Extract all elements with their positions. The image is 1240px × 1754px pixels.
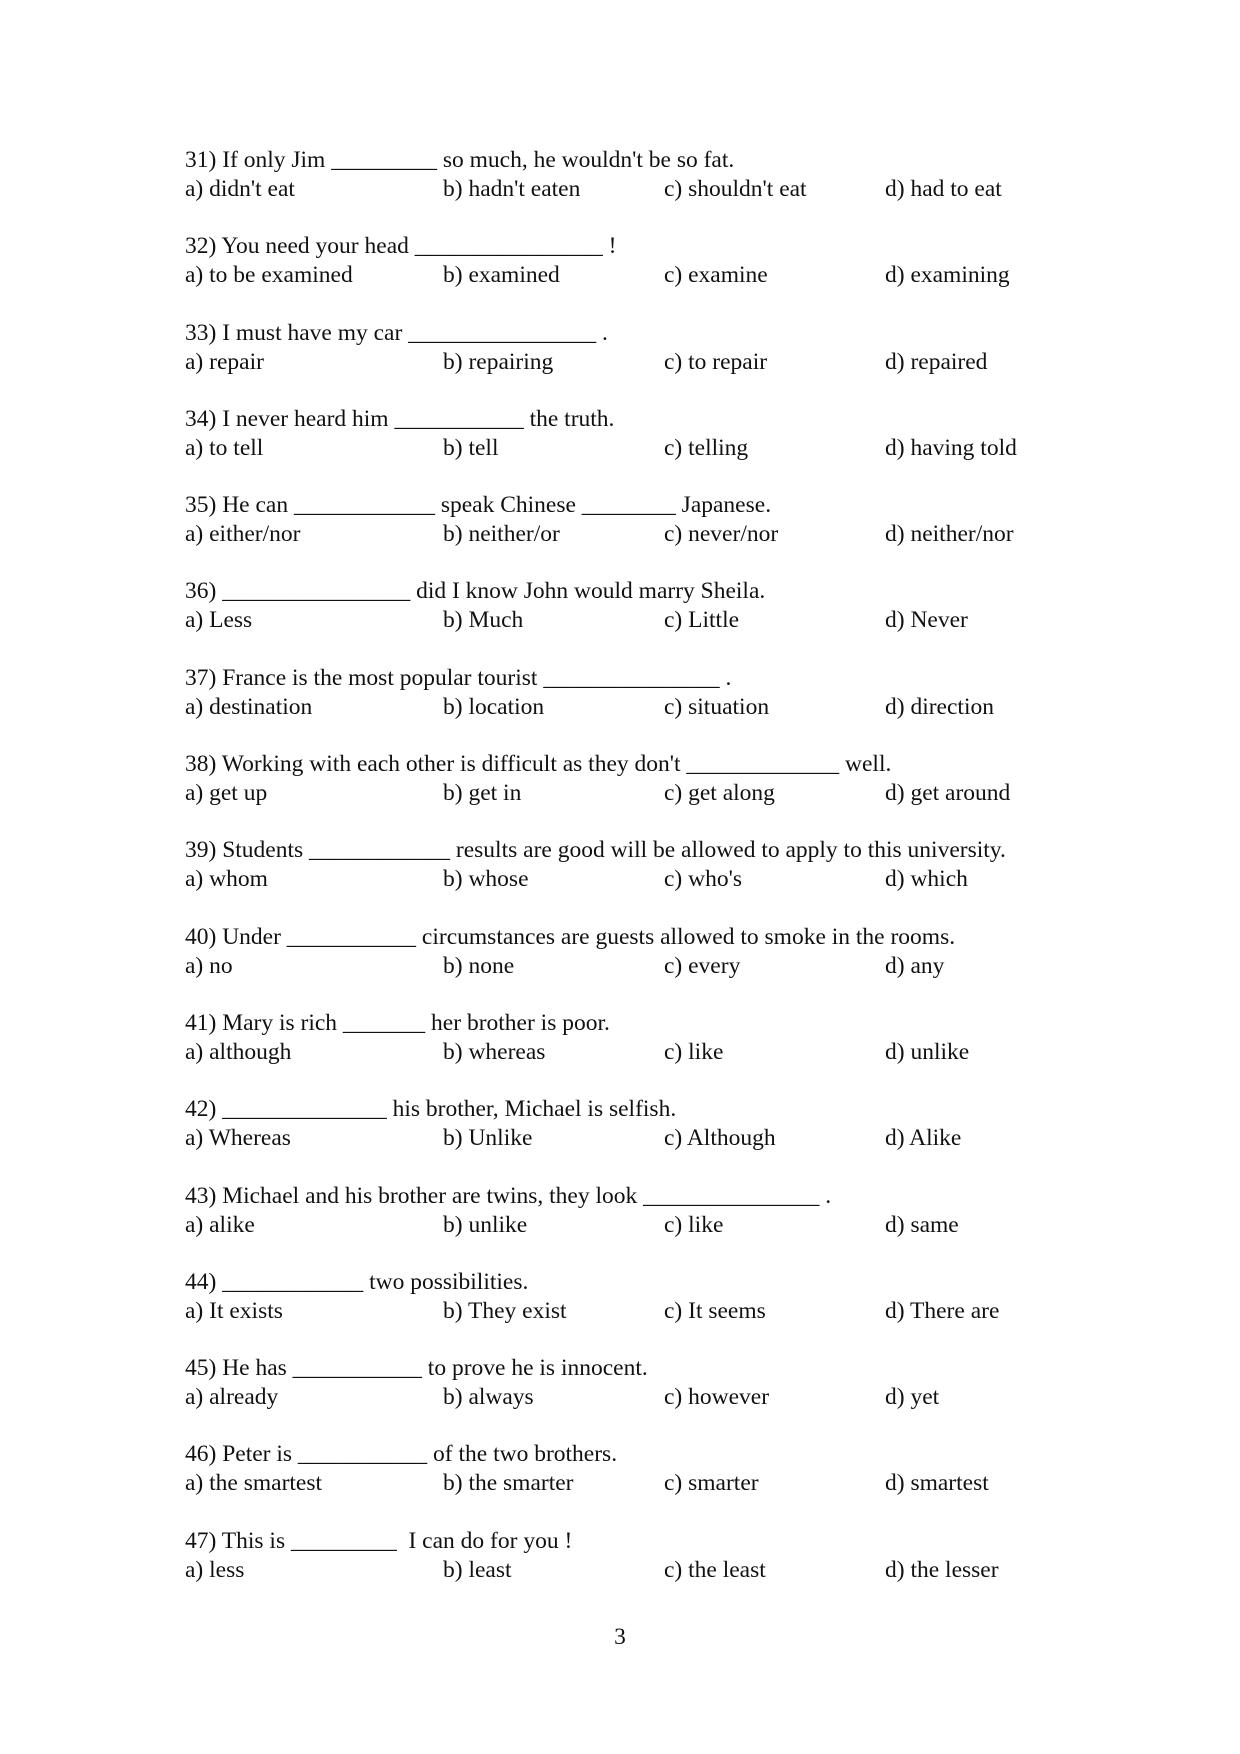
option-a: a) less [185,1556,245,1583]
option-d: d) smartest [885,1470,989,1497]
option-c: c) smarter [664,1470,759,1497]
question-block [185,405,1085,491]
option-d: d) direction [885,693,994,720]
option-a: a) didn't eat [185,176,295,202]
answer-options [185,779,1085,808]
answer-options [185,1211,1085,1240]
option-a: a) destination [185,693,313,720]
option-d: d) the lesser [885,1556,999,1583]
option-b: b) They exist [443,1297,567,1324]
option-b: b) whereas [443,1038,546,1065]
question-block [185,1182,1085,1268]
question-block [185,232,1085,318]
option-c: c) situation [664,693,770,720]
answer-options [185,693,1085,722]
option-c: c) get along [664,780,775,807]
option-b: b) Much [443,607,524,634]
option-a: a) Whereas [185,1125,291,1152]
question-block [185,1268,1085,1354]
question-text: 38) Working with each other is difficult as they don't _____________ well. [185,751,892,778]
question-block [185,923,1085,1009]
option-b: b) Unlike [443,1125,533,1152]
option-d: d) had to eat [885,176,1002,202]
question-block [185,146,1085,232]
option-b: b) tell [443,434,499,461]
option-b: b) neither/or [443,521,560,548]
option-c: c) to repair [664,348,768,375]
option-d: d) Never [885,607,968,634]
option-a: a) get up [185,780,268,807]
option-d: d) unlike [885,1038,970,1065]
option-b: b) examined [443,262,560,289]
option-c: c) telling [664,434,749,461]
answer-options [185,261,1085,290]
option-d: d) having told [885,434,1017,461]
question-list [185,146,1085,1613]
option-c: c) every [664,952,741,979]
answer-options [185,1038,1085,1067]
option-a: a) the smartest [185,1470,323,1497]
option-b: b) least [443,1556,512,1583]
question-text: 32) You need your head ________________ ! [185,233,617,260]
option-c: c) like [664,1211,724,1238]
answer-options [185,348,1085,377]
question-block [185,491,1085,577]
page-number: 3 [614,1624,626,1650]
answer-options [185,952,1085,981]
option-b: b) get in [443,780,522,807]
option-a: a) already [185,1384,279,1411]
question-block [185,836,1085,922]
question-text: 37) France is the most popular tourist _______________ . [185,664,732,691]
question-text: 41) Mary is rich _______ her brother is poor. [185,1009,610,1036]
question-block [185,577,1085,663]
option-a: a) to be examined [185,262,353,289]
answer-options [185,606,1085,635]
option-c: c) Little [664,607,740,634]
option-c: c) never/nor [664,521,779,548]
option-c: c) like [664,1038,724,1065]
option-d: d) neither/nor [885,521,1014,548]
option-c: c) Although [664,1125,776,1152]
option-a: a) whom [185,866,268,893]
option-b: b) whose [443,866,529,893]
option-a: a) no [185,952,233,979]
question-text: 34) I never heard him ___________ the truth. [185,405,615,432]
question-text: 33) I must have my car ________________ . [185,319,608,346]
question-text: 47) This is _________ I can do for you ! [185,1527,573,1554]
option-a: a) to tell [185,434,264,461]
question-block [185,1527,1085,1613]
question-text: 43) Michael and his brother are twins, they look _______________ . [185,1182,832,1209]
answer-options [185,1297,1085,1326]
option-b: b) repairing [443,348,554,375]
question-block [185,1440,1085,1526]
option-b: b) the smarter [443,1470,574,1497]
answer-options [185,1469,1085,1498]
option-d: d) any [885,952,945,979]
question-text: 35) He can ____________ speak Chinese ________ Japanese. [185,492,772,519]
option-a: a) either/nor [185,521,301,548]
answer-options [185,175,1085,204]
option-b: b) hadn't eaten [443,176,581,202]
option-c: c) who's [664,866,742,893]
question-block [185,1354,1085,1440]
option-c: c) shouldn't eat [664,176,807,202]
question-text: 40) Under ___________ circumstances are guests allowed to smoke in the rooms. [185,923,956,950]
option-c: c) however [664,1384,770,1411]
option-a: a) although [185,1038,292,1065]
question-text: 36) ________________ did I know John would marry Sheila. [185,578,766,605]
option-d: d) There are [885,1297,1000,1324]
option-a: a) alike [185,1211,255,1238]
option-b: b) none [443,952,515,979]
option-d: d) repaired [885,348,988,375]
answer-options [185,1124,1085,1153]
question-text: 45) He has ___________ to prove he is innocent. [185,1355,648,1382]
answer-options [185,865,1085,894]
option-d: d) get around [885,780,1011,807]
option-b: b) unlike [443,1211,528,1238]
option-b: b) always [443,1384,534,1411]
option-a: a) repair [185,348,264,375]
option-c: c) It seems [664,1297,766,1324]
option-a: a) Less [185,607,253,634]
option-d: d) examining [885,262,1010,289]
answer-options [185,434,1085,463]
question-text: 31) If only Jim _________ so much, he wouldn't be so fat. [185,147,735,173]
option-d: d) Alike [885,1125,962,1152]
question-text: 42) ______________ his brother, Michael is selfish. [185,1096,677,1123]
option-d: d) which [885,866,968,893]
question-block [185,1009,1085,1095]
question-block [185,750,1085,836]
answer-options [185,1383,1085,1412]
answer-options [185,1556,1085,1585]
question-text: 39) Students ____________ results are good will be allowed to apply to this university. [185,837,1006,864]
answer-options [185,520,1085,549]
option-a: a) It exists [185,1297,283,1324]
question-block [185,319,1085,405]
option-d: d) same [885,1211,959,1238]
option-b: b) location [443,693,545,720]
question-block [185,664,1085,750]
question-text: 44) ____________ two possibilities. [185,1268,529,1295]
question-block [185,1095,1085,1181]
option-d: d) yet [885,1384,940,1411]
option-c: c) examine [664,262,768,289]
question-text: 46) Peter is ___________ of the two brothers. [185,1441,618,1468]
option-c: c) the least [664,1556,766,1583]
